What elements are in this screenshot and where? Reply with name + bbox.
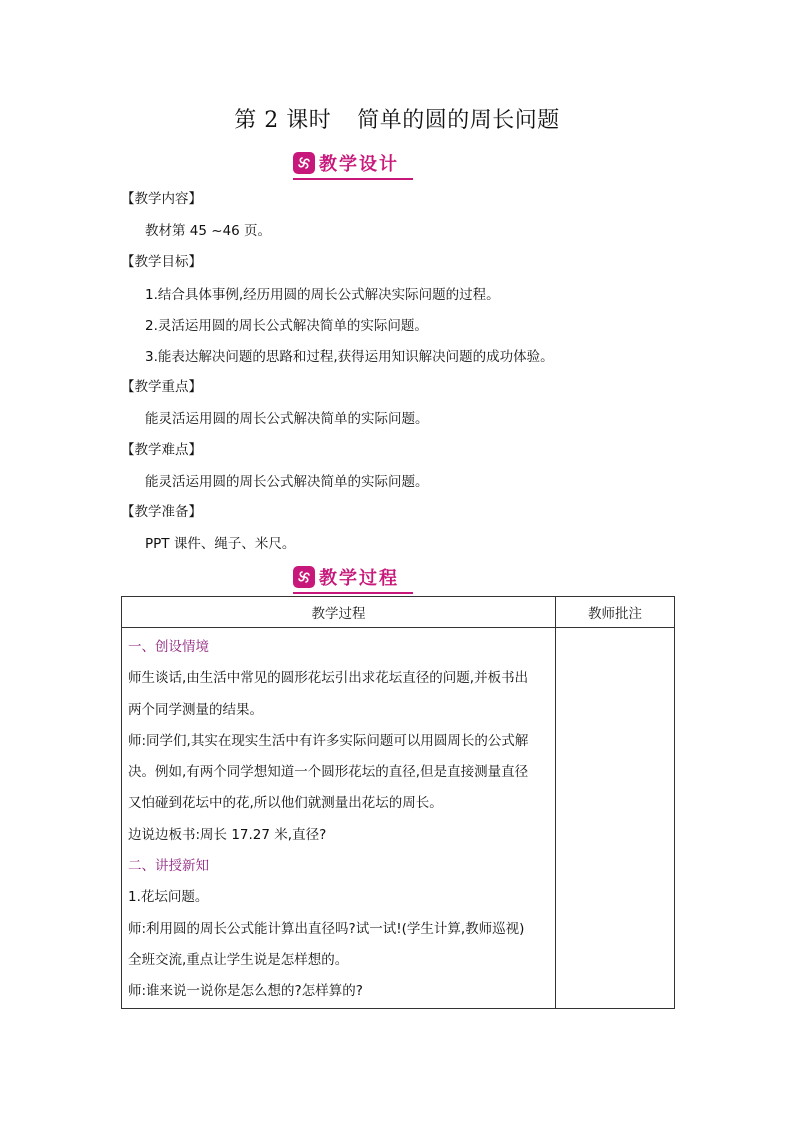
- process-line: 师生谈话,由生活中常见的圆形花坛引出求花坛直径的问题,并板书出: [128, 670, 529, 687]
- swirl-logo-icon: [293, 152, 315, 174]
- process-line: 决。例如,有两个同学想知道一个圆形花坛的直径,但是直接测量直径: [128, 764, 529, 781]
- section-text: 教材第 45 ~46 页。: [145, 223, 272, 239]
- process-line: 两个同学测量的结果。: [128, 701, 263, 718]
- swirl-logo-icon: [293, 566, 315, 588]
- goal-item-1: 1.结合具体事例,经历用圆的周长公式解决实际问题的过程。: [145, 287, 500, 303]
- header-teaching-process: 教学过程: [122, 597, 556, 628]
- section-heading-content: 【教学内容】: [121, 191, 202, 207]
- banner-underline: [293, 592, 413, 594]
- section-text: 能灵活运用圆的周长公式解决简单的实际问题。: [145, 411, 429, 427]
- section-title-scenario: 一、创设情境: [128, 639, 209, 655]
- process-line: 边说边板书:周长 17.27 米,直径?: [128, 826, 327, 843]
- banner-teaching-design: [293, 150, 413, 176]
- teacher-notes-cell: [556, 628, 675, 1009]
- process-line: 又怕碰到花坛中的花,所以他们就测量出花坛的周长。: [128, 795, 443, 812]
- process-cell: [122, 628, 556, 1009]
- teaching-process-table: [121, 596, 675, 1009]
- table-header-row: [122, 597, 675, 628]
- section-title-new-knowledge: 二、讲授新知: [128, 858, 209, 875]
- section-text: PPT 课件、绳子、米尺。: [145, 536, 296, 552]
- section-heading-key-points: 【教学重点】: [121, 379, 202, 395]
- goal-item-3: 3.能表达解决问题的思路和过程,获得运用知识解决问题的成功体验。: [145, 349, 554, 365]
- banner-teaching-process: [293, 564, 413, 590]
- section-text: 能灵活运用圆的周长公式解决简单的实际问题。: [145, 474, 429, 490]
- table-row: [122, 628, 675, 1009]
- process-line: 师:同学们,其实在现实生活中有许多实际问题可以用圆周长的公式解: [128, 732, 529, 749]
- process-line: 全班交流,重点让学生说是怎样想的。: [128, 951, 349, 968]
- section-heading-preparation: 【教学准备】: [121, 504, 202, 520]
- process-line: 师:谁来说一说你是怎么想的?怎样算的?: [128, 983, 363, 1000]
- lesson-title: 简单的圆的周长问题: [357, 108, 560, 133]
- page-title: [0, 103, 794, 134]
- process-line: 师:利用圆的周长公式能计算出直径吗?试一试!(学生计算,教师巡视): [128, 920, 525, 937]
- header-teacher-notes: 教师批注: [556, 597, 675, 628]
- lesson-number: 第 2 课时: [234, 108, 332, 133]
- banner-underline: [293, 178, 413, 180]
- banner-label: 教学过程: [319, 568, 399, 589]
- section-heading-difficulties: 【教学难点】: [121, 442, 202, 458]
- banner-label: 教学设计: [319, 154, 399, 175]
- process-line: 1.花坛问题。: [128, 889, 209, 906]
- section-heading-goals: 【教学目标】: [121, 254, 202, 270]
- goal-item-2: 2.灵活运用圆的周长公式解决简单的实际问题。: [145, 318, 428, 334]
